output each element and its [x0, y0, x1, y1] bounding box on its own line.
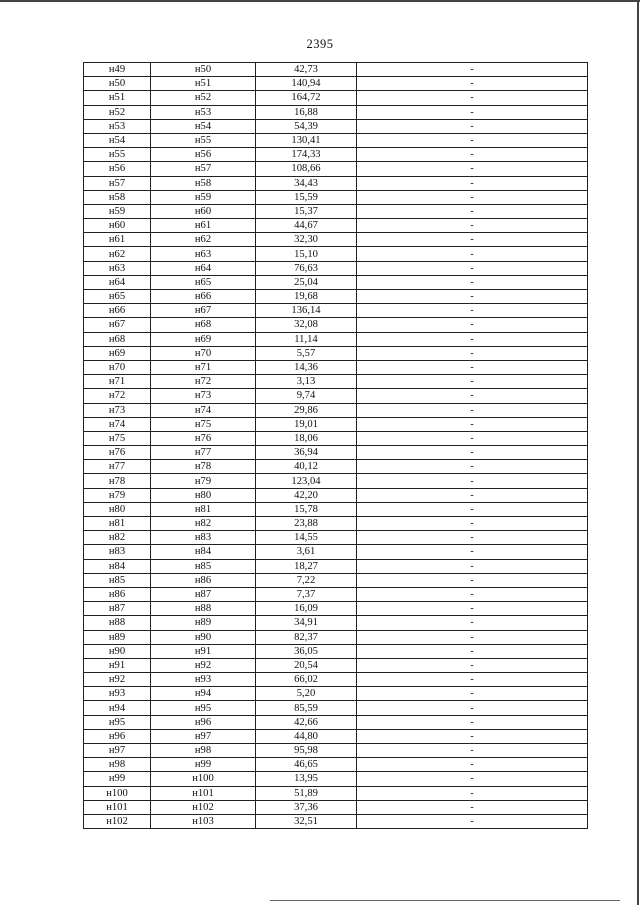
table-row	[84, 190, 588, 204]
from-point-cell: н100	[84, 786, 151, 800]
to-point-cell: н53	[151, 105, 256, 119]
table-row	[84, 77, 588, 91]
distance-cell: 29,86	[256, 403, 357, 417]
note-cell: -	[357, 275, 588, 289]
distance-cell: 13,95	[256, 772, 357, 786]
from-point-cell: н75	[84, 431, 151, 445]
to-point-cell: н75	[151, 417, 256, 431]
distance-cell: 11,14	[256, 332, 357, 346]
to-point-cell: н91	[151, 644, 256, 658]
note-cell: -	[357, 105, 588, 119]
distance-cell: 25,04	[256, 275, 357, 289]
table-row	[84, 389, 588, 403]
from-point-cell: н68	[84, 332, 151, 346]
note-cell: -	[357, 460, 588, 474]
note-cell: -	[357, 673, 588, 687]
note-cell: -	[357, 644, 588, 658]
table-row	[84, 446, 588, 460]
table-row	[84, 105, 588, 119]
to-point-cell: н90	[151, 630, 256, 644]
distance-cell: 15,10	[256, 247, 357, 261]
distance-cell: 108,66	[256, 162, 357, 176]
to-point-cell: н76	[151, 431, 256, 445]
table-row	[84, 772, 588, 786]
to-point-cell: н83	[151, 531, 256, 545]
from-point-cell: н66	[84, 304, 151, 318]
note-cell: -	[357, 346, 588, 360]
from-point-cell: н77	[84, 460, 151, 474]
distance-cell: 95,98	[256, 744, 357, 758]
table-row	[84, 119, 588, 133]
from-point-cell: н97	[84, 744, 151, 758]
distance-cell: 85,59	[256, 701, 357, 715]
to-point-cell: н69	[151, 332, 256, 346]
to-point-cell: н86	[151, 573, 256, 587]
distance-cell: 82,37	[256, 630, 357, 644]
distance-cell: 19,68	[256, 290, 357, 304]
distance-cell: 20,54	[256, 658, 357, 672]
table-row	[84, 715, 588, 729]
distance-cell: 140,94	[256, 77, 357, 91]
from-point-cell: н60	[84, 219, 151, 233]
from-point-cell: н99	[84, 772, 151, 786]
distance-cell: 66,02	[256, 673, 357, 687]
to-point-cell: н98	[151, 744, 256, 758]
note-cell: -	[357, 332, 588, 346]
table-row	[84, 148, 588, 162]
to-point-cell: н103	[151, 814, 256, 828]
table-row	[84, 176, 588, 190]
distance-cell: 40,12	[256, 460, 357, 474]
from-point-cell: н55	[84, 148, 151, 162]
to-point-cell: н99	[151, 758, 256, 772]
to-point-cell: н92	[151, 658, 256, 672]
note-cell: -	[357, 204, 588, 218]
from-point-cell: н70	[84, 360, 151, 374]
distance-cell: 32,08	[256, 318, 357, 332]
table-row	[84, 332, 588, 346]
table-row	[84, 786, 588, 800]
distance-cell: 42,20	[256, 488, 357, 502]
from-point-cell: н73	[84, 403, 151, 417]
to-point-cell: н72	[151, 375, 256, 389]
note-cell: -	[357, 119, 588, 133]
from-point-cell: н56	[84, 162, 151, 176]
note-cell: -	[357, 417, 588, 431]
from-point-cell: н85	[84, 573, 151, 587]
page-border-top	[0, 0, 640, 2]
to-point-cell: н84	[151, 545, 256, 559]
from-point-cell: н81	[84, 517, 151, 531]
note-cell: -	[357, 744, 588, 758]
from-point-cell: н76	[84, 446, 151, 460]
from-point-cell: н79	[84, 488, 151, 502]
distance-cell: 44,67	[256, 219, 357, 233]
from-point-cell: н69	[84, 346, 151, 360]
distance-cell: 46,65	[256, 758, 357, 772]
table-row	[84, 91, 588, 105]
distance-cell: 14,36	[256, 360, 357, 374]
table-row	[84, 431, 588, 445]
distance-cell: 18,06	[256, 431, 357, 445]
to-point-cell: н67	[151, 304, 256, 318]
to-point-cell: н54	[151, 119, 256, 133]
note-cell: -	[357, 488, 588, 502]
to-point-cell: н56	[151, 148, 256, 162]
table-row	[84, 233, 588, 247]
note-cell: -	[357, 431, 588, 445]
from-point-cell: н98	[84, 758, 151, 772]
distance-cell: 5,57	[256, 346, 357, 360]
note-cell: -	[357, 162, 588, 176]
distance-cell: 123,04	[256, 474, 357, 488]
to-point-cell: н63	[151, 247, 256, 261]
from-point-cell: н57	[84, 176, 151, 190]
note-cell: -	[357, 247, 588, 261]
note-cell: -	[357, 559, 588, 573]
to-point-cell: н71	[151, 360, 256, 374]
to-point-cell: н96	[151, 715, 256, 729]
distance-cell: 16,88	[256, 105, 357, 119]
table-row	[84, 800, 588, 814]
note-cell: -	[357, 616, 588, 630]
to-point-cell: н101	[151, 786, 256, 800]
from-point-cell: н96	[84, 729, 151, 743]
to-point-cell: н82	[151, 517, 256, 531]
to-point-cell: н70	[151, 346, 256, 360]
distance-cell: 34,91	[256, 616, 357, 630]
note-cell: -	[357, 389, 588, 403]
distance-cell: 34,43	[256, 176, 357, 190]
table-row	[84, 360, 588, 374]
note-cell: -	[357, 658, 588, 672]
distance-cell: 3,61	[256, 545, 357, 559]
from-point-cell: н82	[84, 531, 151, 545]
distance-cell: 7,22	[256, 573, 357, 587]
to-point-cell: н50	[151, 63, 256, 77]
to-point-cell: н79	[151, 474, 256, 488]
distance-cell: 136,14	[256, 304, 357, 318]
from-point-cell: н65	[84, 290, 151, 304]
table-row	[84, 275, 588, 289]
table-row	[84, 247, 588, 261]
to-point-cell: н97	[151, 729, 256, 743]
table-row	[84, 673, 588, 687]
note-cell: -	[357, 176, 588, 190]
distance-cell: 130,41	[256, 133, 357, 147]
from-point-cell: н51	[84, 91, 151, 105]
table-row	[84, 644, 588, 658]
distance-cell: 15,37	[256, 204, 357, 218]
to-point-cell: н65	[151, 275, 256, 289]
note-cell: -	[357, 318, 588, 332]
note-cell: -	[357, 360, 588, 374]
note-cell: -	[357, 715, 588, 729]
note-cell: -	[357, 77, 588, 91]
from-point-cell: н87	[84, 602, 151, 616]
distance-cell: 51,89	[256, 786, 357, 800]
to-point-cell: н62	[151, 233, 256, 247]
table-row	[84, 814, 588, 828]
distance-cell: 9,74	[256, 389, 357, 403]
distance-cell: 76,63	[256, 261, 357, 275]
distance-cell: 32,30	[256, 233, 357, 247]
distance-cell: 15,78	[256, 502, 357, 516]
note-cell: -	[357, 800, 588, 814]
from-point-cell: н61	[84, 233, 151, 247]
to-point-cell: н77	[151, 446, 256, 460]
from-point-cell: н91	[84, 658, 151, 672]
note-cell: -	[357, 545, 588, 559]
note-cell: -	[357, 304, 588, 318]
table-row	[84, 133, 588, 147]
to-point-cell: н60	[151, 204, 256, 218]
table-row	[84, 701, 588, 715]
table-row	[84, 587, 588, 601]
table-row	[84, 204, 588, 218]
note-cell: -	[357, 687, 588, 701]
table-row	[84, 403, 588, 417]
to-point-cell: н100	[151, 772, 256, 786]
from-point-cell: н67	[84, 318, 151, 332]
distance-cell: 23,88	[256, 517, 357, 531]
table-row	[84, 417, 588, 431]
table-row	[84, 559, 588, 573]
table-row	[84, 304, 588, 318]
from-point-cell: н64	[84, 275, 151, 289]
note-cell: -	[357, 133, 588, 147]
boundary-points-table	[83, 62, 588, 829]
from-point-cell: н59	[84, 204, 151, 218]
table-row	[84, 488, 588, 502]
distance-cell: 3,13	[256, 375, 357, 389]
note-cell: -	[357, 729, 588, 743]
to-point-cell: н102	[151, 800, 256, 814]
from-point-cell: н58	[84, 190, 151, 204]
note-cell: -	[357, 701, 588, 715]
from-point-cell: н88	[84, 616, 151, 630]
from-point-cell: н90	[84, 644, 151, 658]
from-point-cell: н92	[84, 673, 151, 687]
distance-cell: 14,55	[256, 531, 357, 545]
from-point-cell: н74	[84, 417, 151, 431]
table-row	[84, 744, 588, 758]
distance-cell: 44,80	[256, 729, 357, 743]
to-point-cell: н80	[151, 488, 256, 502]
to-point-cell: н64	[151, 261, 256, 275]
distance-cell: 42,66	[256, 715, 357, 729]
table-row	[84, 162, 588, 176]
note-cell: -	[357, 502, 588, 516]
to-point-cell: н51	[151, 77, 256, 91]
note-cell: -	[357, 261, 588, 275]
table-row	[84, 460, 588, 474]
from-point-cell: н86	[84, 587, 151, 601]
from-point-cell: н94	[84, 701, 151, 715]
from-point-cell: н84	[84, 559, 151, 573]
table-row	[84, 630, 588, 644]
from-point-cell: н71	[84, 375, 151, 389]
to-point-cell: н81	[151, 502, 256, 516]
table-row	[84, 616, 588, 630]
table-row	[84, 261, 588, 275]
note-cell: -	[357, 219, 588, 233]
page-border-right	[637, 0, 639, 905]
distance-cell: 36,05	[256, 644, 357, 658]
table-row	[84, 531, 588, 545]
to-point-cell: н66	[151, 290, 256, 304]
from-point-cell: н62	[84, 247, 151, 261]
distance-cell: 36,94	[256, 446, 357, 460]
table-row	[84, 502, 588, 516]
table-row	[84, 573, 588, 587]
from-point-cell: н72	[84, 389, 151, 403]
to-point-cell: н88	[151, 602, 256, 616]
distance-cell: 54,39	[256, 119, 357, 133]
note-cell: -	[357, 573, 588, 587]
note-cell: -	[357, 531, 588, 545]
to-point-cell: н85	[151, 559, 256, 573]
distance-cell: 19,01	[256, 417, 357, 431]
note-cell: -	[357, 190, 588, 204]
from-point-cell: н80	[84, 502, 151, 516]
from-point-cell: н63	[84, 261, 151, 275]
note-cell: -	[357, 474, 588, 488]
distance-cell: 37,36	[256, 800, 357, 814]
note-cell: -	[357, 814, 588, 828]
from-point-cell: н54	[84, 133, 151, 147]
to-point-cell: н61	[151, 219, 256, 233]
page-bottom-rule	[270, 900, 620, 901]
table-row	[84, 375, 588, 389]
from-point-cell: н89	[84, 630, 151, 644]
to-point-cell: н94	[151, 687, 256, 701]
table-row	[84, 729, 588, 743]
to-point-cell: н73	[151, 389, 256, 403]
distance-cell: 32,51	[256, 814, 357, 828]
note-cell: -	[357, 375, 588, 389]
distance-cell: 42,73	[256, 63, 357, 77]
table-row	[84, 63, 588, 77]
table-row	[84, 474, 588, 488]
from-point-cell: н52	[84, 105, 151, 119]
table-row	[84, 758, 588, 772]
from-point-cell: н95	[84, 715, 151, 729]
note-cell: -	[357, 602, 588, 616]
to-point-cell: н58	[151, 176, 256, 190]
from-point-cell: н101	[84, 800, 151, 814]
table-row	[84, 602, 588, 616]
to-point-cell: н78	[151, 460, 256, 474]
to-point-cell: н89	[151, 616, 256, 630]
to-point-cell: н57	[151, 162, 256, 176]
from-point-cell: н83	[84, 545, 151, 559]
note-cell: -	[357, 587, 588, 601]
to-point-cell: н59	[151, 190, 256, 204]
note-cell: -	[357, 91, 588, 105]
table-row	[84, 318, 588, 332]
distance-cell: 174,33	[256, 148, 357, 162]
note-cell: -	[357, 63, 588, 77]
to-point-cell: н87	[151, 587, 256, 601]
from-point-cell: н49	[84, 63, 151, 77]
from-point-cell: н93	[84, 687, 151, 701]
from-point-cell: н50	[84, 77, 151, 91]
distance-cell: 7,37	[256, 587, 357, 601]
to-point-cell: н68	[151, 318, 256, 332]
page-number: 2395	[306, 37, 334, 51]
distance-cell: 15,59	[256, 190, 357, 204]
note-cell: -	[357, 403, 588, 417]
note-cell: -	[357, 517, 588, 531]
note-cell: -	[357, 290, 588, 304]
note-cell: -	[357, 630, 588, 644]
from-point-cell: н78	[84, 474, 151, 488]
to-point-cell: н74	[151, 403, 256, 417]
distance-cell: 164,72	[256, 91, 357, 105]
table-row	[84, 658, 588, 672]
table-row	[84, 517, 588, 531]
note-cell: -	[357, 758, 588, 772]
to-point-cell: н95	[151, 701, 256, 715]
to-point-cell: н93	[151, 673, 256, 687]
from-point-cell: н53	[84, 119, 151, 133]
note-cell: -	[357, 233, 588, 247]
note-cell: -	[357, 446, 588, 460]
table-row	[84, 687, 588, 701]
note-cell: -	[357, 786, 588, 800]
note-cell: -	[357, 772, 588, 786]
table-row	[84, 290, 588, 304]
from-point-cell: н102	[84, 814, 151, 828]
table-row	[84, 219, 588, 233]
note-cell: -	[357, 148, 588, 162]
to-point-cell: н55	[151, 133, 256, 147]
to-point-cell: н52	[151, 91, 256, 105]
table-row	[84, 346, 588, 360]
distance-cell: 5,20	[256, 687, 357, 701]
table-body	[84, 63, 588, 829]
table-row	[84, 545, 588, 559]
distance-cell: 16,09	[256, 602, 357, 616]
distance-cell: 18,27	[256, 559, 357, 573]
